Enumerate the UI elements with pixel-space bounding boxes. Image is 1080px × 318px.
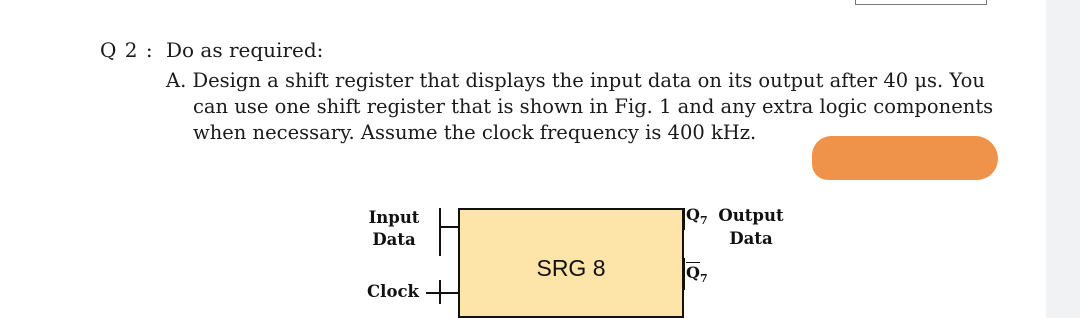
input-line: [439, 226, 459, 228]
page-edge: [1046, 0, 1080, 318]
q7-label: $Q_7$: [686, 205, 708, 228]
clock-label: Clock: [367, 282, 419, 301]
input-line-vertical: [439, 208, 441, 256]
question-header: Do as required:: [166, 38, 324, 62]
input-data-label: Input Data: [368, 208, 420, 249]
question-number: Q 2 :: [100, 38, 154, 62]
output-data-label: Output: [718, 206, 784, 225]
shift-register-block: [458, 208, 684, 318]
q7bar-label: $\overline{Q}_7$: [686, 263, 708, 286]
q7bar-output-line: [683, 258, 685, 290]
clock-line-vertical: [439, 280, 441, 304]
paragraph-line: can use one shift register that is shown in Fig. 1 and any extra logic components: [193, 95, 994, 118]
paragraph-line: A. Design a shift register that displays the input data on its output after 40 μs. You: [166, 69, 985, 92]
redaction-mark: [812, 136, 998, 180]
clock-line: [426, 292, 459, 294]
q7-output-line: [683, 208, 685, 230]
question-paragraph: [166, 68, 1006, 146]
output-data-label-line2: Data: [729, 229, 773, 248]
top-bracket-mark: [855, 0, 987, 5]
paragraph-line: when necessary. Assume the clock frequency is 400 kHz.: [193, 121, 757, 144]
block-name: SRG 8: [536, 255, 606, 281]
